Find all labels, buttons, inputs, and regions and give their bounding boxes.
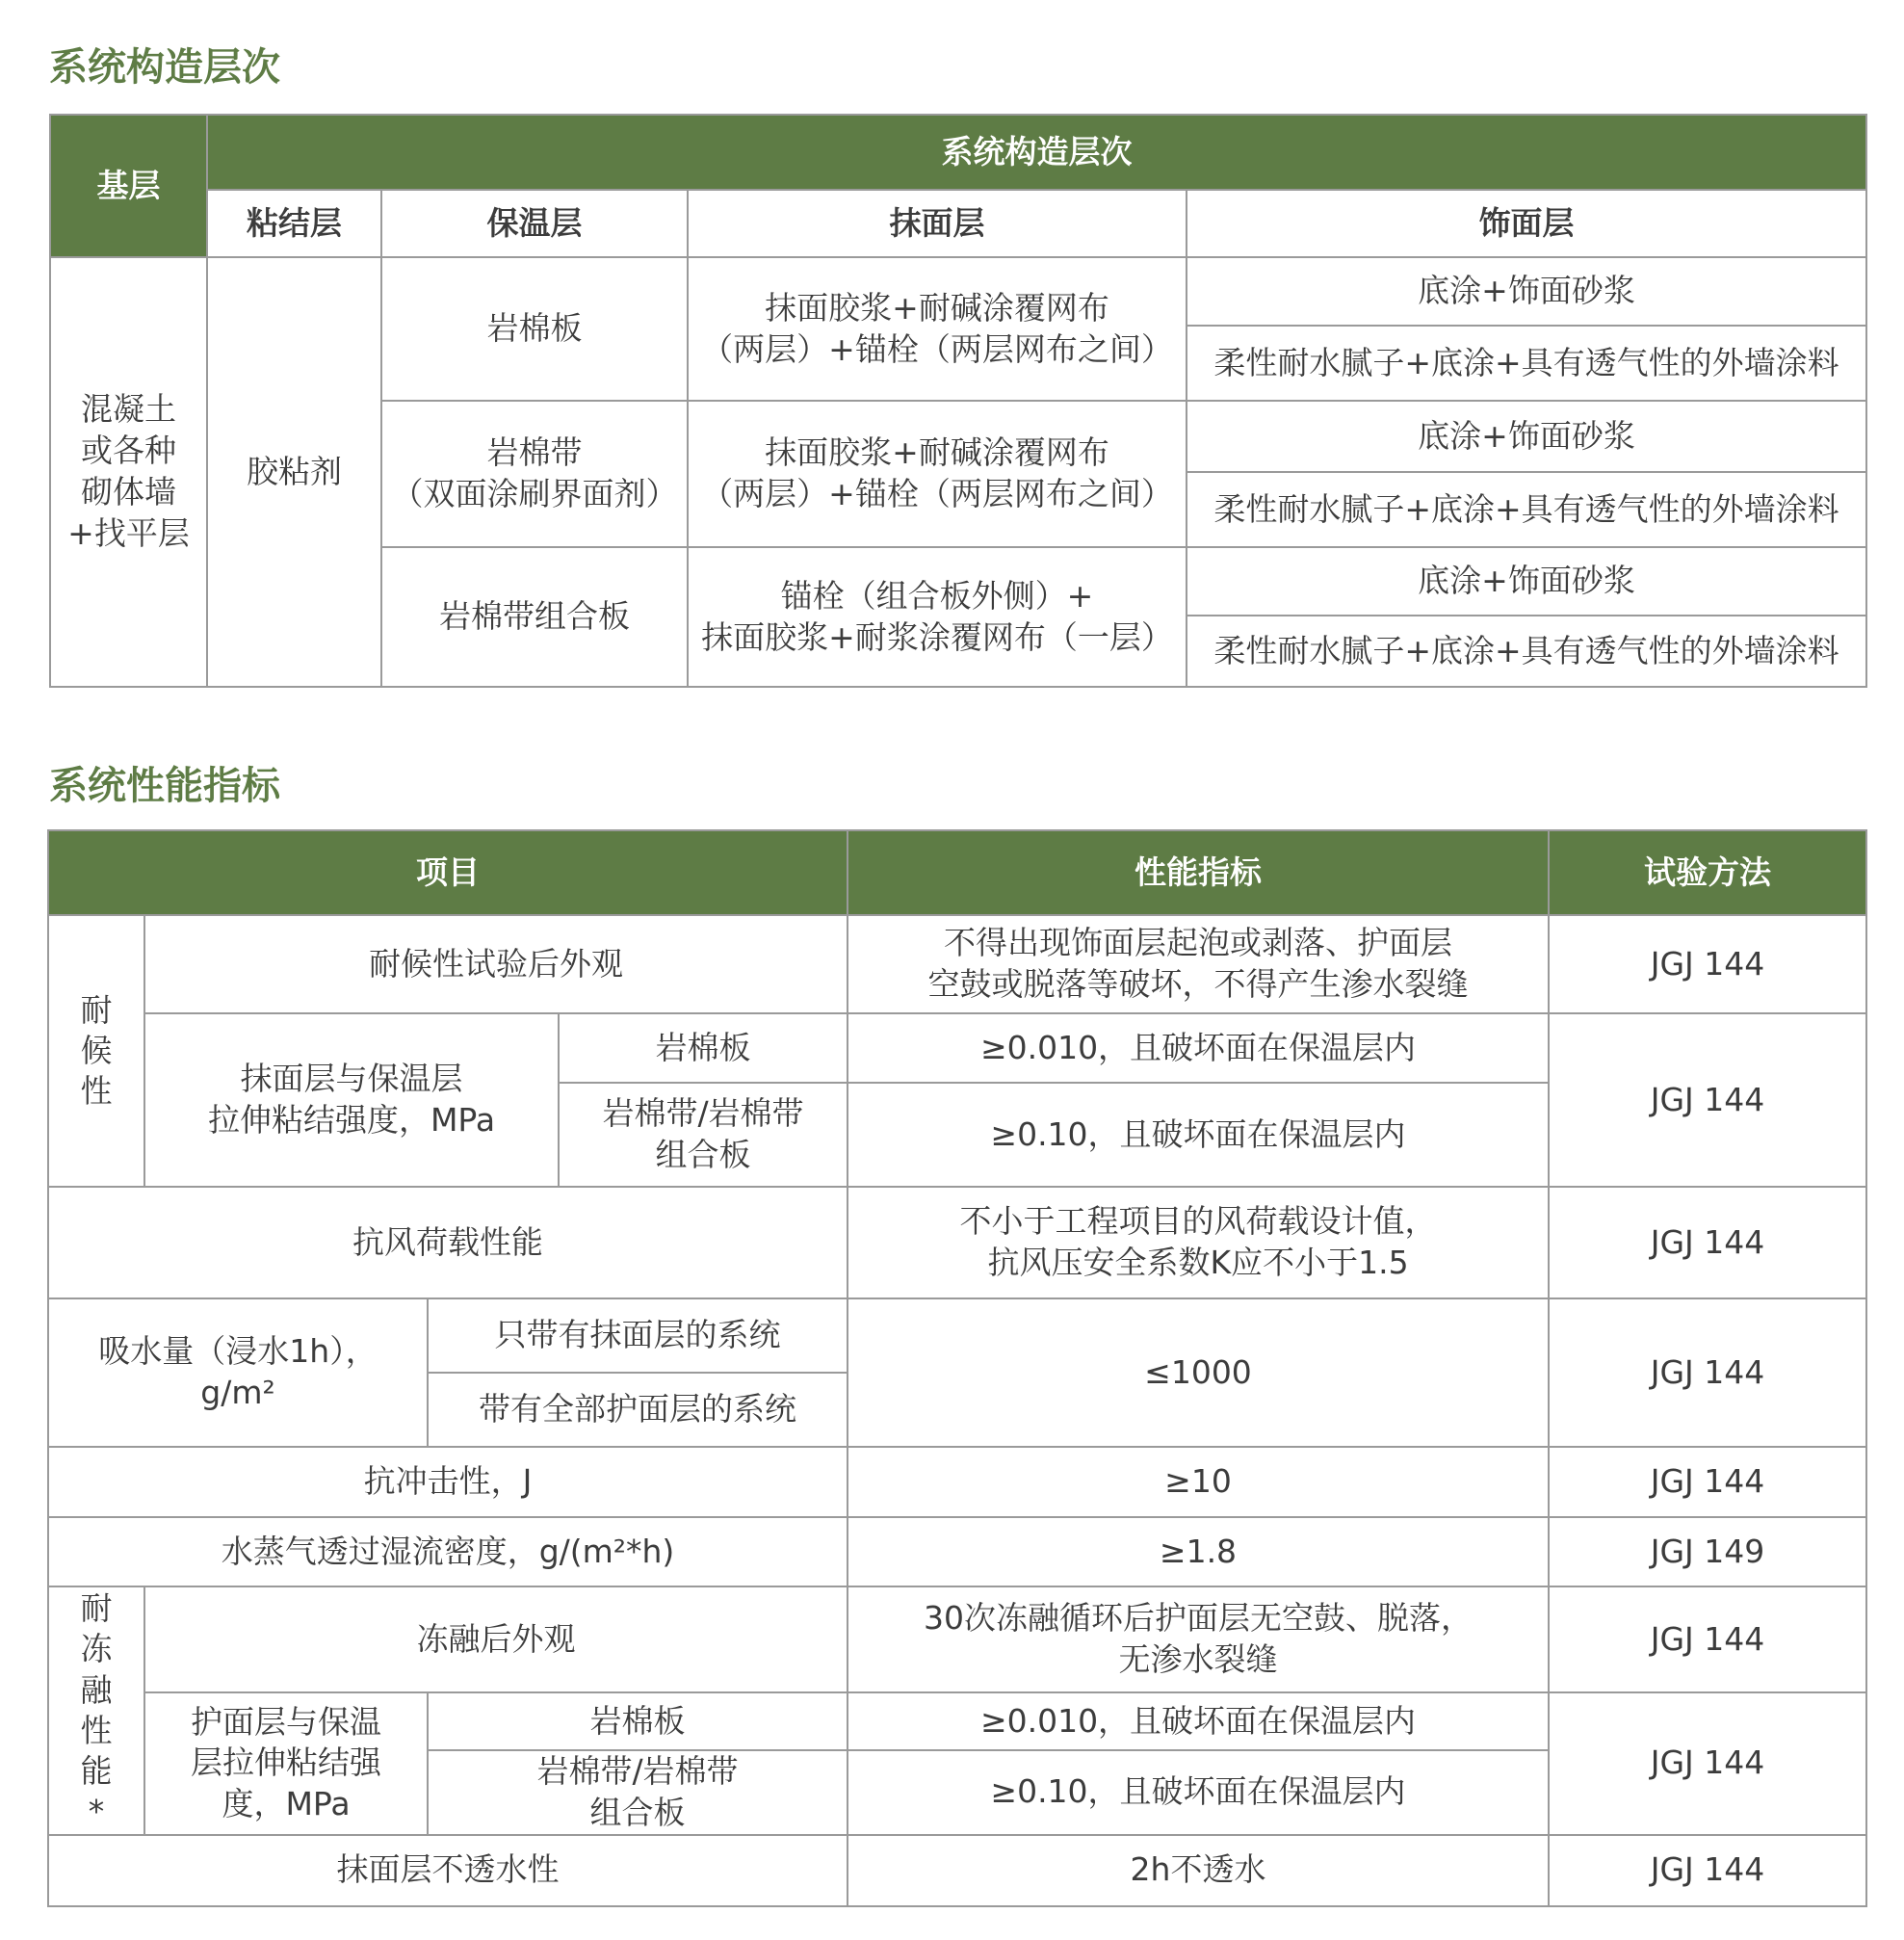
plaster-line: （两层）+锚栓（两层网布之间）: [701, 329, 1173, 368]
impact-label: 抗冲击性，J: [48, 1447, 848, 1517]
label-line: 层拉伸粘结强: [191, 1743, 381, 1782]
label-line: 岩棉带/岩棉带: [536, 1752, 739, 1790]
value-line: 不小于工程项目的风荷载设计值，: [959, 1202, 1437, 1241]
label-char: *: [88, 1793, 105, 1831]
impermeable-value: 2h不透水: [848, 1835, 1549, 1906]
weathering-sub-rock-wool-board: 岩棉板: [559, 1013, 848, 1083]
header-adhesive-layer: 粘结层: [207, 190, 381, 257]
weathering-sub2-value: ≥0.10，且破坏面在保温层内: [848, 1083, 1549, 1187]
weathering-sub-rock-wool-strip: [559, 1083, 848, 1187]
label-line: 岩棉带/岩棉带: [602, 1094, 804, 1133]
freeze-sub-rock-wool-strip: [428, 1750, 848, 1835]
performance-table: [47, 829, 1867, 1907]
plaster-line: 锚栓（组合板外侧）+: [780, 576, 1094, 615]
base-value-line: 混凝土: [81, 390, 176, 429]
label-char: 耐: [80, 1589, 113, 1628]
vapor-method: JGJ 149: [1549, 1517, 1866, 1586]
value-line: 无渗水裂缝: [1118, 1640, 1278, 1678]
impact-value: ≥10: [848, 1447, 1549, 1517]
value-line: 30次冻融循环后护面层无空鼓、脱落，: [924, 1599, 1473, 1638]
label-line: g/m²: [200, 1374, 275, 1411]
label-char: 能: [80, 1752, 113, 1791]
base-value-line: +找平层: [67, 513, 190, 552]
wind-load-label: 抗风荷载性能: [48, 1187, 848, 1298]
plaster-line: 抹面胶浆+耐碱涂覆网布: [765, 433, 1109, 472]
label-line: 吸水量（浸水1h），: [98, 1332, 378, 1371]
plaster-line: （两层）+锚栓（两层网布之间）: [701, 475, 1173, 512]
insulation-cell: [381, 257, 688, 401]
freeze-appearance-value: [848, 1586, 1549, 1692]
label-char: 性: [80, 1072, 113, 1111]
label-char: 冻: [80, 1630, 113, 1668]
section-title-construction: 系统构造层次: [49, 45, 280, 90]
insulation-line: 岩棉板: [486, 309, 583, 348]
label-line: 护面层与保温: [191, 1702, 381, 1741]
label-line: 抹面层与保温层: [240, 1060, 463, 1098]
label-line: 度，MPa: [222, 1785, 351, 1823]
wind-load-value: [848, 1187, 1549, 1298]
water-sub-full: 带有全部护面层的系统: [428, 1373, 848, 1447]
plaster-cell: [688, 401, 1187, 547]
base-value-line: 或各种: [81, 432, 176, 470]
header-plaster-layer: 抹面层: [688, 190, 1187, 257]
weathering-bond-method: JGJ 144: [1549, 1013, 1866, 1187]
header-index: 性能指标: [848, 830, 1549, 915]
adhesive-value-cell: 胶粘剂: [207, 257, 381, 687]
finish-cell: 底涂+饰面砂浆: [1187, 401, 1866, 472]
label-line: 组合板: [655, 1136, 751, 1173]
freeze-sub-rock-wool-board: 岩棉板: [428, 1692, 848, 1750]
insulation-cell: [381, 401, 688, 547]
header-construction-group: 系统构造层次: [207, 115, 1866, 190]
freeze-appearance: 冻融后外观: [144, 1586, 848, 1692]
plaster-cell: [688, 547, 1187, 687]
freeze-thaw-label: [48, 1586, 144, 1835]
water-sub-plaster-only: 只带有抹面层的系统: [428, 1298, 848, 1373]
weathering-sub1-value: ≥0.010，且破坏面在保温层内: [848, 1013, 1549, 1083]
finish-cell: 底涂+饰面砂浆: [1187, 547, 1866, 616]
plaster-line: 抹面胶浆+耐碱涂覆网布: [765, 288, 1109, 327]
freeze-bond-label: [144, 1692, 428, 1835]
header-finish-layer: 饰面层: [1187, 190, 1866, 257]
value-line: 抗风压安全系数K应不小于1.5: [987, 1244, 1409, 1281]
impermeable-method: JGJ 144: [1549, 1835, 1866, 1906]
label-line: 拉伸粘结强度，MPa: [207, 1101, 496, 1139]
finish-cell: 柔性耐水腻子+底涂+具有透气性的外墙涂料: [1187, 326, 1866, 401]
freeze-appearance-method: JGJ 144: [1549, 1586, 1866, 1692]
weathering-appearance-method: JGJ 144: [1549, 915, 1866, 1013]
finish-cell: 柔性耐水腻子+底涂+具有透气性的外墙涂料: [1187, 616, 1866, 687]
finish-cell: 底涂+饰面砂浆: [1187, 257, 1866, 326]
plaster-line: 抹面胶浆+耐浆涂覆网布（一层）: [701, 617, 1173, 656]
label-line: 组合板: [589, 1793, 686, 1831]
wind-load-method: JGJ 144: [1549, 1187, 1866, 1298]
insulation-line: 岩棉带组合板: [439, 597, 630, 636]
water-absorption-label: [48, 1298, 428, 1447]
water-absorption-method: JGJ 144: [1549, 1298, 1866, 1447]
water-absorption-value: ≤1000: [848, 1298, 1549, 1447]
finish-cell: 柔性耐水腻子+底涂+具有透气性的外墙涂料: [1187, 472, 1866, 547]
freeze-bond-method: JGJ 144: [1549, 1692, 1866, 1835]
insulation-line: （双面涂刷界面剂）: [391, 475, 678, 512]
value-line: 空鼓或脱落等破坏，不得产生渗水裂缝: [927, 965, 1469, 1003]
label-char: 耐: [80, 990, 113, 1029]
label-char: 候: [80, 1031, 113, 1069]
vapor-value: ≥1.8: [848, 1517, 1549, 1586]
weathering-label: [48, 915, 144, 1187]
insulation-line: 岩棉带: [486, 433, 583, 472]
impact-method: JGJ 144: [1549, 1447, 1866, 1517]
freeze-sub2-value: ≥0.10，且破坏面在保温层内: [848, 1750, 1549, 1835]
header-item: 项目: [48, 830, 848, 915]
plaster-cell: [688, 257, 1187, 401]
base-value-cell: [50, 257, 207, 687]
value-line: 不得出现饰面层起泡或剥落、护面层: [944, 924, 1452, 962]
impermeable-label: 抹面层不透水性: [48, 1835, 848, 1906]
freeze-sub1-value: ≥0.010，且破坏面在保温层内: [848, 1692, 1549, 1750]
weathering-bond-label: [144, 1013, 559, 1187]
base-value-line: 砌体墙: [81, 473, 176, 511]
construction-layers-table: [49, 114, 1867, 688]
header-insulation-layer: 保温层: [381, 190, 688, 257]
header-base-layer: 基层: [50, 115, 207, 257]
label-char: 融: [80, 1670, 113, 1709]
section-title-performance: 系统性能指标: [49, 764, 280, 808]
insulation-cell: [381, 547, 688, 687]
header-method: 试验方法: [1549, 830, 1866, 915]
vapor-label: 水蒸气透过湿流密度，g/(m²*h): [48, 1517, 848, 1586]
weathering-appearance-value: [848, 915, 1549, 1013]
label-char: 性: [80, 1711, 113, 1749]
weathering-appearance: 耐候性试验后外观: [144, 915, 848, 1013]
